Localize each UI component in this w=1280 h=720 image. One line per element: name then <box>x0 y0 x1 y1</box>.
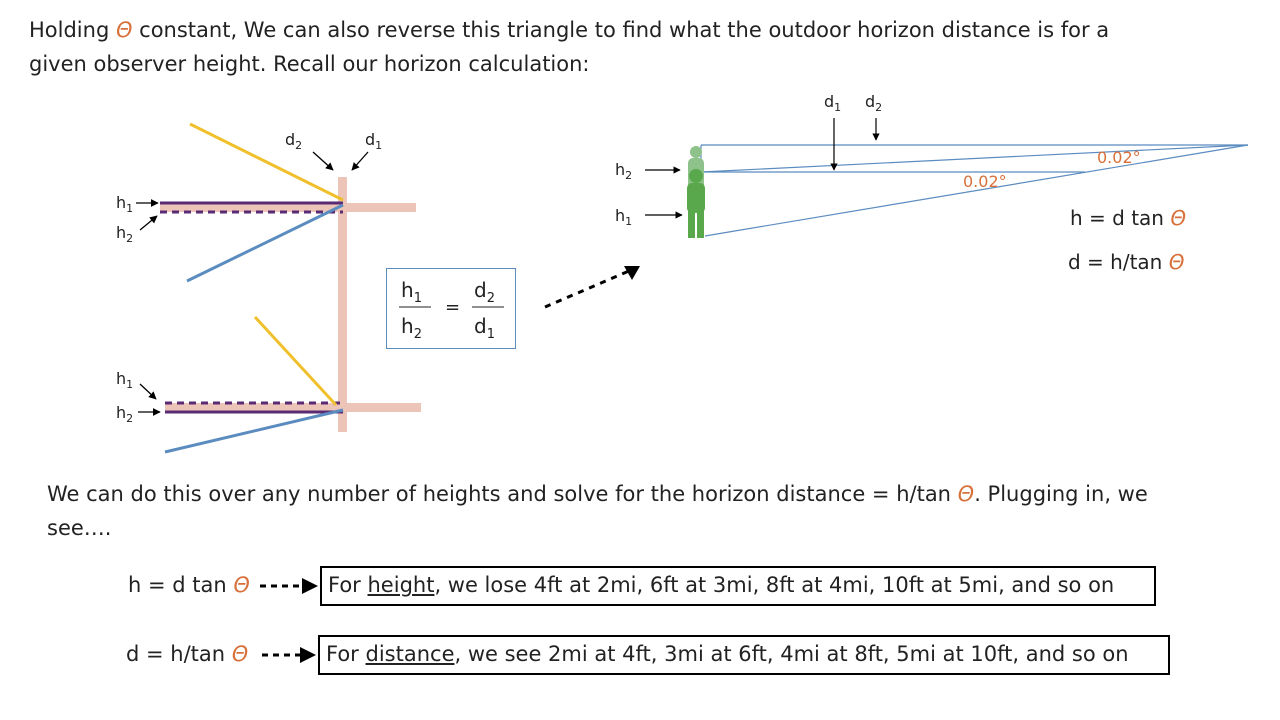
yellow-ray <box>190 124 343 200</box>
theta-symbol: Θ <box>115 18 133 42</box>
label-d1: $d_1$ <box>824 92 842 114</box>
ratio-box <box>386 268 516 349</box>
left-top-diagram <box>116 124 416 432</box>
label-h2: $h_2$ <box>116 403 134 425</box>
svg-text:d2: $d_2$ <box>474 278 495 306</box>
arrow-d1 <box>352 152 368 170</box>
arrow-h1 <box>140 384 156 399</box>
theta-symbol: Θ <box>231 642 249 666</box>
height-statement-box: For height, we lose 4ft at 2mi, 6ft at 3mi, 8ft at 4mi, 10ft at 5mi, and so on <box>320 566 1156 606</box>
theta-symbol: Θ <box>957 482 975 506</box>
yellow-ray <box>255 317 336 405</box>
summary-line-1: We can do this over any number of heights and solve for the horizon distance = h/tan Θ. Plugging in, we <box>47 482 1148 506</box>
label-d1: $d_1$ <box>365 130 383 152</box>
svg-text:h2: $h_2$ <box>401 314 422 342</box>
distance-statement-box: For distance, we see 2mi at 4ft, 3mi at 6ft, 4mi at 8ft, 5mi at 10ft, and so on <box>318 635 1170 675</box>
blue-ray <box>165 410 343 452</box>
blue-ray <box>187 205 343 281</box>
label-h1: $h_1$ <box>116 193 134 215</box>
label-d2: $d_2$ <box>865 92 883 114</box>
dashed-connector-arrow <box>545 268 636 307</box>
row-formula-height: h = d tan Θ <box>128 573 250 597</box>
vertical-wall <box>338 177 347 432</box>
label-d2: $d_2$ <box>285 130 303 152</box>
underlined-word: distance <box>365 642 455 666</box>
angle-label-top: 0.02° <box>1097 148 1141 167</box>
left-bottom-diagram <box>116 317 421 452</box>
svg-text:=: = <box>445 297 461 318</box>
summary-line-2: see…. <box>47 516 112 540</box>
theta-symbol: Θ <box>233 573 250 597</box>
formula-h: h = d tan Θ <box>1070 206 1187 230</box>
row-formula-distance: d = h/tan Θ <box>126 642 249 666</box>
label-h2: $h_2$ <box>615 160 633 182</box>
arrow-d2 <box>313 152 333 170</box>
intro-line-2: given observer height. Recall our horizon calculation: <box>29 52 590 76</box>
label-h1: $h_1$ <box>615 206 633 228</box>
arrow-h2 <box>140 216 157 230</box>
svg-text:h1: $h_1$ <box>401 278 422 306</box>
intro-text: constant, We can also reverse this triangle to find what the outdoor horizon distance is for a <box>132 18 1110 42</box>
formula-d: d = h/tan Θ <box>1068 250 1185 274</box>
underlined-word: height <box>367 573 435 597</box>
intro-text: Holding <box>29 18 116 42</box>
label-h1: $h_1$ <box>116 369 134 391</box>
svg-text:d1: $d_1$ <box>474 314 495 342</box>
label-h2: $h_2$ <box>116 223 134 245</box>
theta-symbol: Θ <box>1168 250 1185 274</box>
angle-label-bottom: 0.02° <box>963 172 1007 191</box>
ratio-formula <box>387 269 517 350</box>
theta-symbol: Θ <box>1170 206 1187 230</box>
